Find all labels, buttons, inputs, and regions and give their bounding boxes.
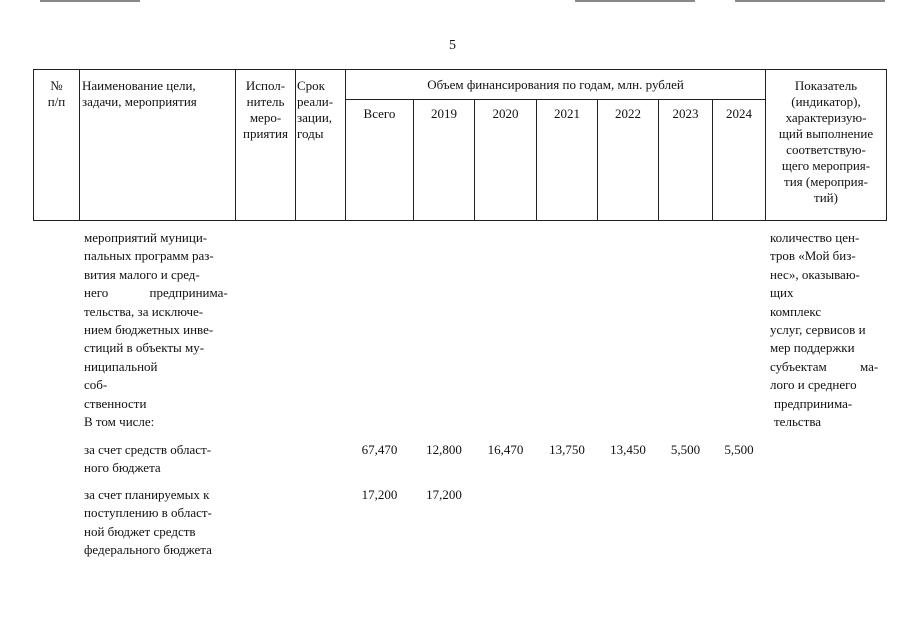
value-total: 17,200 xyxy=(361,487,398,502)
scan-artifact-line xyxy=(575,0,695,2)
value-2019: 12,800 xyxy=(426,442,462,457)
value-2020: 16,470 xyxy=(487,442,524,457)
value-total: 67,470 xyxy=(361,442,398,457)
text-line: мероприятий муници- xyxy=(84,230,208,245)
row-label xyxy=(84,486,234,560)
text-line: мер поддержки xyxy=(770,340,855,356)
header-num: № п/п xyxy=(47,78,66,109)
value-2024: 5,500 xyxy=(724,442,754,457)
text-line: ного бюджета xyxy=(84,460,161,476)
indicator-description xyxy=(770,229,881,431)
header-year-2020: 2020 xyxy=(492,106,519,121)
text-line: ственности xyxy=(84,395,147,411)
col-border xyxy=(886,69,887,221)
header-year-2021: 2021 xyxy=(554,106,580,121)
value-2019: 17,200 xyxy=(426,487,462,502)
text-line: лого и среднего xyxy=(770,377,857,393)
text-line: поступлению в област- xyxy=(84,505,212,521)
header-year-2019: 2019 xyxy=(431,106,457,121)
text-line: тельства xyxy=(774,414,822,430)
header-indicator: Показатель (индикатор), характеризую- щий выполнение соответствую- щего мероприя- тия (мероприя- тий) xyxy=(778,78,874,205)
text-line: стиций в объекты му- xyxy=(84,340,205,356)
col-border xyxy=(295,69,296,221)
value-2023: 5,500 xyxy=(670,442,701,457)
funding-subheader-border xyxy=(345,99,765,100)
text-line: ниципальной соб- xyxy=(84,358,158,393)
header-executor: Испол- нитель меро- приятия xyxy=(242,78,288,141)
text-line: предпринима- xyxy=(774,395,853,411)
text-line: количество цен- xyxy=(770,230,860,245)
text-line: нием бюджетных инве- xyxy=(84,322,214,338)
page-number: 5 xyxy=(449,38,456,53)
value-2021: 13,750 xyxy=(549,442,585,457)
text-line: услуг, сервисов и xyxy=(770,322,866,338)
activity-description xyxy=(84,229,232,413)
header-bottom-border xyxy=(33,220,887,221)
text-line: федерального бюджета xyxy=(84,542,212,558)
header-year-total: Всего xyxy=(363,106,396,121)
text-line: щих комплекс xyxy=(770,285,822,319)
text-line: ной бюджет средств xyxy=(84,523,196,539)
header-year-2022: 2022 xyxy=(615,106,641,121)
scan-artifact-line xyxy=(40,0,140,2)
header-year-2023: 2023 xyxy=(672,106,699,121)
value-2022: 13,450 xyxy=(610,442,646,457)
row-label xyxy=(84,441,234,478)
text-line: субъектам ма- xyxy=(770,358,879,374)
text-line: за счет средств област- xyxy=(84,442,212,457)
text-line: него предпринима- xyxy=(84,285,228,301)
text-line: тельства, за исключе- xyxy=(84,303,204,319)
text-line: тров «Мой биз- xyxy=(770,248,856,264)
including-label: В том числе: xyxy=(84,414,155,429)
header-year-2024: 2024 xyxy=(726,106,752,121)
text-line: нес», оказываю- xyxy=(770,266,860,282)
text-line: вития малого и сред- xyxy=(84,266,200,282)
header-term: Срок реали- зации, годы xyxy=(297,78,334,141)
header-name: Наименование цели, задачи, мероприятия xyxy=(82,78,197,109)
header-funding: Объем финансирования по годам, млн. рублей xyxy=(427,77,684,92)
col-border xyxy=(79,69,80,221)
header-top-border xyxy=(33,69,887,70)
text-line: пальных программ раз- xyxy=(84,248,214,264)
scan-artifact-line xyxy=(735,0,885,2)
text-line: за счет планируемых к xyxy=(84,487,210,502)
